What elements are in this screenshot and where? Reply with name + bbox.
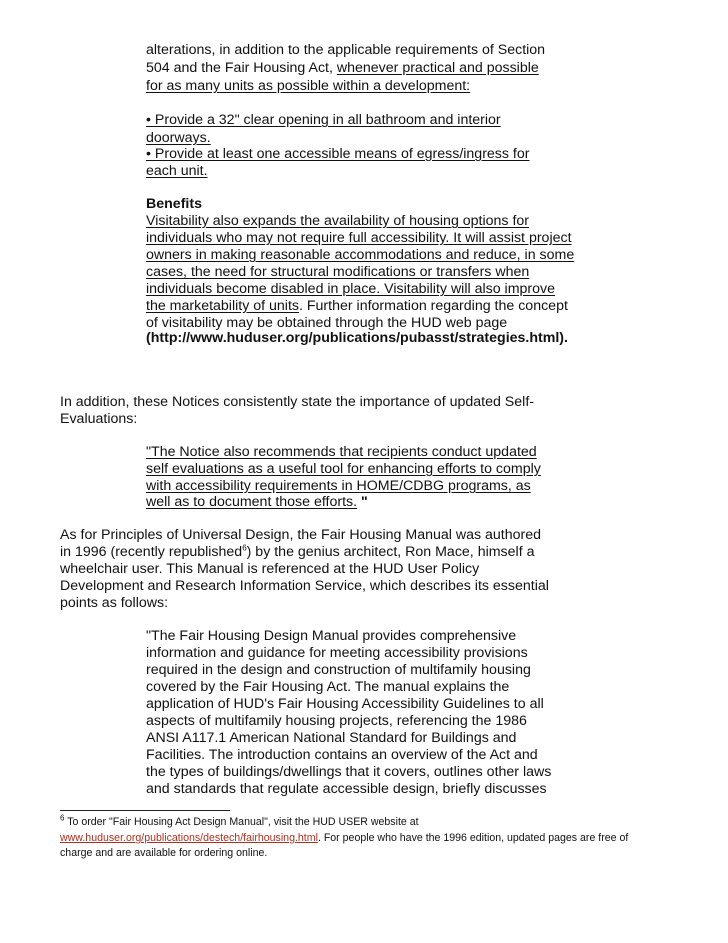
text-line: Evaluations: [60, 411, 138, 427]
quote-line: with accessibility requirements in HOME/CDBG programs, as [146, 478, 531, 494]
text-line: cases, the need for structural modifications or transfers when [146, 264, 530, 280]
text-line: of visitability may be obtained through the HUD web page [146, 315, 508, 331]
text-line: Development and Research Information Service, which describes its essential [60, 578, 549, 594]
quote-line: aspects of multifamily housing projects, referencing the 1986 [146, 713, 527, 729]
footnote-divider [60, 810, 230, 811]
text-line: in 1996 (recently republished$^6$) by the genius architect, Ron Mace, himself a [60, 543, 535, 560]
footnote-link[interactable]: www.huduser.org/publications/destech/fairhousing.html [60, 832, 318, 844]
bullet-item: doorways. [146, 130, 211, 146]
text-line: the marketability of units. Further information regarding the concept [146, 298, 568, 314]
quote-line: Facilities. The introduction contains an overview of the Act and [146, 747, 538, 763]
footnote-number: 6 [60, 813, 65, 823]
text-line: alterations, in addition to the applicable requirements of Section [146, 42, 546, 58]
section-heading: Benefits [146, 196, 202, 212]
text-line: As for Principles of Universal Design, the Fair Housing Manual was authored [60, 527, 542, 543]
web-address: (http://www.huduser.org/publications/pubasst/strategies.html). [146, 330, 568, 346]
bullet-item: • Provide at least one accessible means of egress/ingress for [146, 146, 530, 162]
text-line: individuals become disabled in place. Visitability will also improve [146, 281, 556, 297]
text-line: wheelchair user. This Manual is referenced at the HUD User Policy [60, 561, 480, 577]
quote-line: self evaluations as a useful tool for enhancing efforts to comply [146, 461, 541, 477]
text-line: owners in making reasonable accommodations and reduce, in some [146, 247, 575, 263]
text-line: for as many units as possible within a development: [146, 78, 471, 94]
footnote-line: charge and are available for ordering online. [60, 847, 268, 859]
text-line: points as follows: [60, 595, 169, 611]
text-line: Visitability also expands the availability of housing options for [146, 213, 530, 229]
quote-line: the types of buildings/dwellings that it covers, outlines other laws [146, 764, 552, 780]
footnote-line: $^6$ To order "Fair Housing Act Design Manual", visit the HUD USER website at [60, 813, 419, 828]
quote-line: "The Notice also recommends that recipients conduct updated [146, 444, 537, 460]
quote-line: information and guidance for meeting accessibility provisions [146, 645, 528, 661]
quote-line: covered by the Fair Housing Act. The manual explains the [146, 679, 510, 695]
quote-line: and standards that regulate accessible design, briefly discusses [146, 781, 547, 797]
bullet-item: each unit. [146, 163, 208, 179]
quote-line: ANSI A117.1 American National Standard for Buildings and [146, 730, 517, 746]
bullet-item: • Provide a 32" clear opening in all bathroom and interior [146, 112, 501, 128]
quote-line: application of HUD's Fair Housing Accessibility Guidelines to all [146, 696, 544, 712]
footnote-ref: 6 [242, 543, 247, 553]
quote-line: required in the design and construction of multifamily housing [146, 662, 531, 678]
text-line: 504 and the Fair Housing Act, whenever practical and possible [146, 60, 539, 76]
quote-line: well as to document those efforts. " [146, 494, 368, 510]
text-line: In addition, these Notices consistently state the importance of updated Self- [60, 394, 534, 410]
text-line: individuals who may not require full accessibility. It will assist project [146, 230, 572, 246]
quote-line: "The Fair Housing Design Manual provides comprehensive [146, 628, 517, 644]
footnote-line: www.huduser.org/publications/destech/fairhousing.html. For people who have the 1996 edition, updated pages are free of [60, 832, 629, 844]
